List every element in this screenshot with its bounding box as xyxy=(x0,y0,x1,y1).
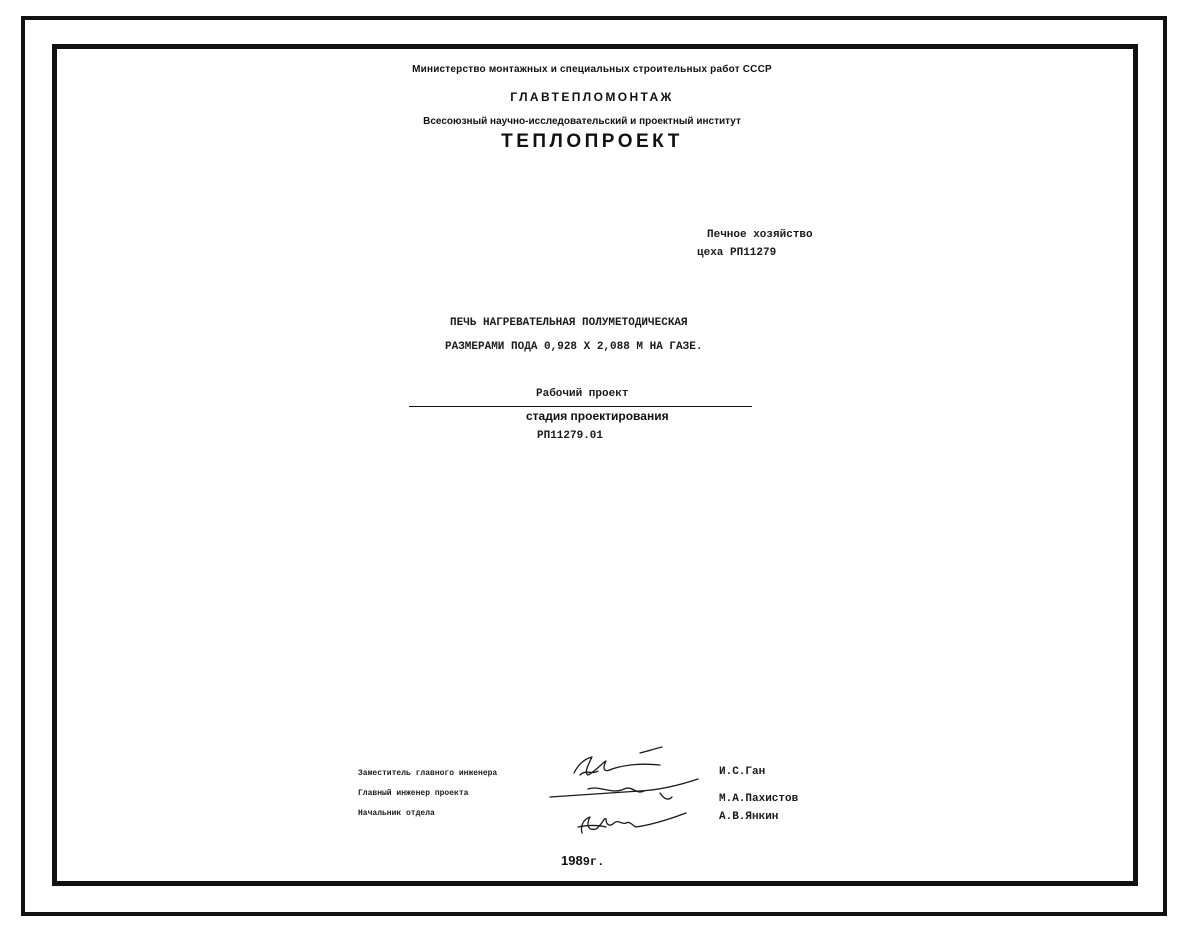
facility-name: Печное хозяйство xyxy=(707,229,813,241)
project-code: РП11279.01 xyxy=(537,430,604,442)
year-prefix: 198 xyxy=(561,853,583,868)
institute-description: Всесоюзный научно-исследовательский и проектный институт xyxy=(423,116,741,127)
signature-stroke xyxy=(550,779,698,797)
signature-stroke xyxy=(588,788,644,792)
signature-stroke xyxy=(581,813,686,833)
signatory-name: И.С.Ган xyxy=(719,766,766,778)
signatory-name: М.А.Пахистов xyxy=(719,793,799,805)
signature-stroke xyxy=(660,793,672,799)
document-year xyxy=(561,853,604,869)
signatory-role: Заместитель главного инженера xyxy=(358,769,498,778)
facility-workshop: цеха РП11279 xyxy=(697,247,777,259)
glavk-name: ГЛАВТЕПЛОМОНТАЖ xyxy=(510,90,674,104)
signatory-name: А.В.Янкин xyxy=(719,811,779,823)
signatory-role: Начальник отдела xyxy=(358,809,435,818)
year-suffix: 9г. xyxy=(582,855,605,869)
ministry-name: Министерство монтажных и специальных строительных работ СССР xyxy=(412,64,772,75)
project-type: Рабочий проект xyxy=(536,388,629,400)
signatory-role: Главный инженер проекта xyxy=(358,789,469,798)
handwritten-signatures xyxy=(540,745,710,840)
signature-stroke xyxy=(640,747,662,753)
document-subtitle: РАЗМЕРАМИ ПОДА 0,928 Х 2,088 М НА ГАЗЕ. xyxy=(445,341,703,353)
divider-line xyxy=(409,406,752,407)
signature-stroke xyxy=(578,826,606,828)
institute-name: ТЕПЛОПРОЕКТ xyxy=(501,131,683,152)
project-stage-label: стадия проектирования xyxy=(526,409,669,423)
document-title: ПЕЧЬ НАГРЕВАТЕЛЬНАЯ ПОЛУМЕТОДИЧЕСКАЯ xyxy=(450,317,688,329)
